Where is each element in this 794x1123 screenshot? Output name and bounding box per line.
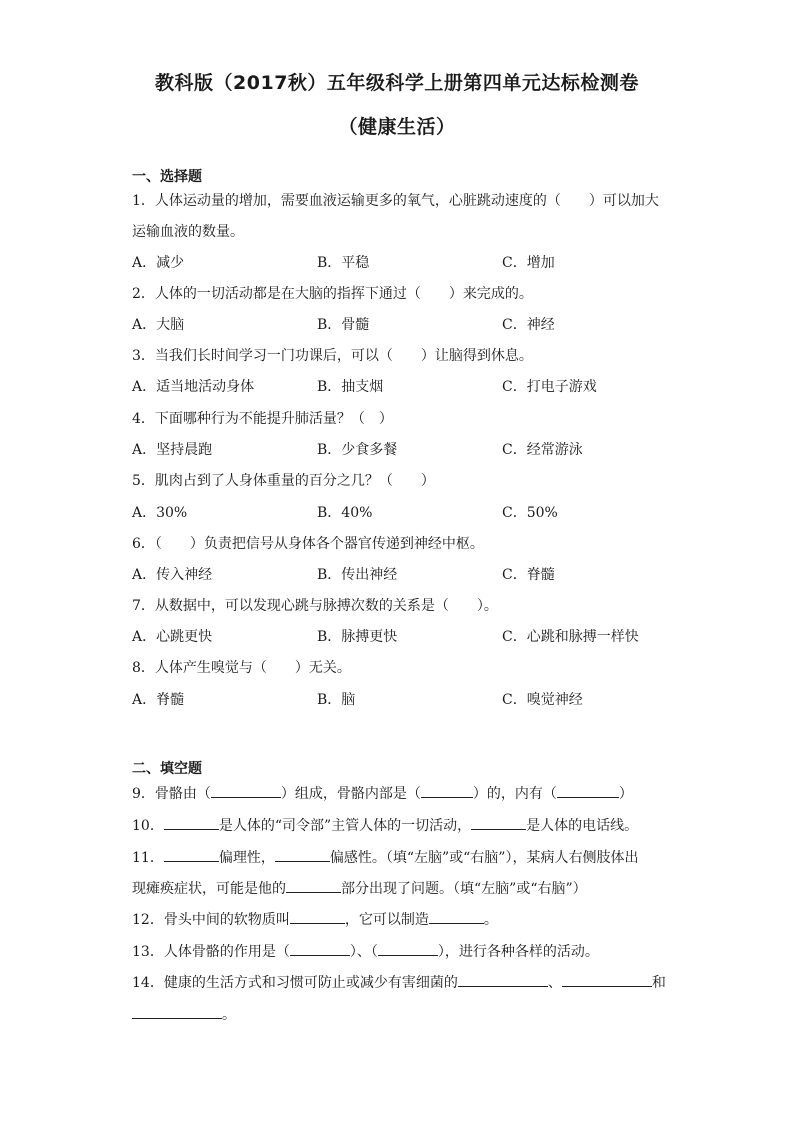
question-10 (132, 814, 638, 836)
option-a: A．脊髓 (132, 692, 185, 708)
q14-text-2: 、 (547, 975, 562, 991)
section-heading-choice: 一、选择题 (132, 169, 202, 185)
q10-text-3: 是人体的电话线。 (526, 818, 639, 834)
q9-text-2: ）组成，骨骼内部是（ (280, 786, 421, 802)
q14-text-4: 。 (222, 1007, 236, 1023)
answer-blank[interactable] (164, 846, 219, 862)
answer-blank[interactable] (164, 814, 219, 830)
option-a: A．传入神经 (132, 567, 213, 583)
question-12 (132, 908, 498, 930)
option-b: B．传出神经 (317, 567, 398, 583)
answer-blank[interactable] (211, 782, 281, 798)
q13-text-3: ），进行各种各样的活动。 (437, 944, 599, 960)
q13-text-2: ）、（ (349, 944, 378, 960)
option-c: C．50% (502, 505, 558, 521)
question-8-stem: 8．人体产生嗅觉与（ ）无关。 (132, 660, 351, 676)
q12-text-2: ，它可以制造 (344, 912, 429, 928)
option-c: C．打电子游戏 (502, 379, 597, 395)
question-14 (132, 971, 666, 993)
option-b: B．抽支烟 (317, 379, 384, 395)
question-6-stem: 6．（ ）负责把信号从身体各个器官传递到神经中枢。 (132, 536, 484, 552)
answer-blank[interactable] (132, 1003, 222, 1019)
answer-blank[interactable] (286, 877, 341, 893)
q9-text-1: 9．骨骼由（ (132, 786, 211, 802)
option-a: A．30% (132, 505, 188, 521)
answer-blank[interactable] (290, 908, 345, 924)
question-2-stem: 2．人体的一切活动都是在大脑的指挥下通过（ ）来完成的。 (132, 286, 533, 302)
q9-text-4: ） (618, 786, 633, 802)
q10-text-2: 是人体的“司令部”主管人体的一切活动， (218, 818, 472, 834)
answer-blank[interactable] (458, 971, 548, 987)
question-3-stem: 3．当我们长时间学习一门功课后，可以（ ）让脑得到休息。 (132, 348, 533, 364)
q11-text-3: 偏感性。（填“左脑”或“右脑”），某病人右侧肢体出 (329, 850, 639, 866)
answer-blank[interactable] (471, 814, 526, 830)
answer-blank[interactable] (429, 908, 484, 924)
option-c: C．心跳和脉搏一样快 (502, 629, 639, 645)
option-b: B．40% (317, 505, 373, 521)
question-14-cont (132, 1003, 236, 1025)
q10-text-1: 10． (132, 818, 164, 834)
question-1-stem: 1．人体运动量的增加，需要血液运输更多的氧气，心脏跳动速度的（ ）可以加大 (132, 193, 659, 209)
answer-blank[interactable] (557, 782, 619, 798)
question-11 (132, 846, 638, 868)
option-a: A．减少 (132, 255, 185, 271)
option-b: B．少食多餐 (317, 442, 398, 458)
q14-text-3: 和 (651, 975, 666, 991)
option-c: C．脊髓 (502, 567, 555, 583)
section-heading-fill: 二、填空题 (132, 761, 202, 777)
q11-text-2: 偏理性， (218, 850, 275, 866)
answer-blank[interactable] (562, 971, 652, 987)
question-11-cont (132, 877, 587, 899)
option-c: C．经常游泳 (502, 442, 583, 458)
option-b: B．骨髓 (317, 317, 370, 333)
question-13 (132, 940, 599, 962)
question-1-stem-cont: 运输血液的数量。 (132, 224, 244, 240)
option-b: B．脑 (317, 692, 356, 708)
option-c: C．增加 (502, 255, 555, 271)
option-b: B．平稳 (317, 255, 370, 271)
answer-blank[interactable] (421, 782, 473, 798)
answer-blank[interactable] (275, 846, 330, 862)
question-4-stem: 4．下面哪种行为不能提升肺活量？（ ） (132, 411, 393, 427)
option-a: A．大脑 (132, 317, 185, 333)
q12-text-1: 12．骨头中间的软物质叫 (132, 912, 290, 928)
question-9 (132, 782, 633, 804)
document-subtitle: （健康生活） (338, 116, 456, 138)
option-b: B．脉搏更快 (317, 629, 398, 645)
question-7-stem: 7．从数据中，可以发现心跳与脉搏次数的关系是（ ）。 (132, 598, 498, 614)
option-a: A．坚持晨跑 (132, 442, 213, 458)
q11-text-4: 现瘫痪症状，可能是他的 (132, 881, 286, 897)
answer-blank[interactable] (378, 940, 438, 956)
option-c: C．神经 (502, 317, 555, 333)
answer-blank[interactable] (290, 940, 350, 956)
option-a: A．适当地活动身体 (132, 379, 255, 395)
q13-text-1: 13．人体骨骼的作用是（ (132, 944, 290, 960)
q11-text-1: 11． (132, 850, 164, 866)
q14-text-1: 14．健康的生活方式和习惯可防止或减少有害细菌的 (132, 975, 458, 991)
option-a: A．心跳更快 (132, 629, 213, 645)
question-5-stem: 5．肌肉占到了人身体重量的百分之几？（ ） (132, 473, 435, 489)
q11-text-5: 部分出现了问题。（填“左脑”或“右脑”） (341, 881, 587, 897)
q12-text-3: 。 (483, 912, 498, 928)
document-title: 教科版（2017秋）五年级科学上册第四单元达标检测卷 (155, 72, 639, 94)
option-c: C．嗅觉神经 (502, 692, 583, 708)
q9-text-3: ）的，内有（ (472, 786, 557, 802)
